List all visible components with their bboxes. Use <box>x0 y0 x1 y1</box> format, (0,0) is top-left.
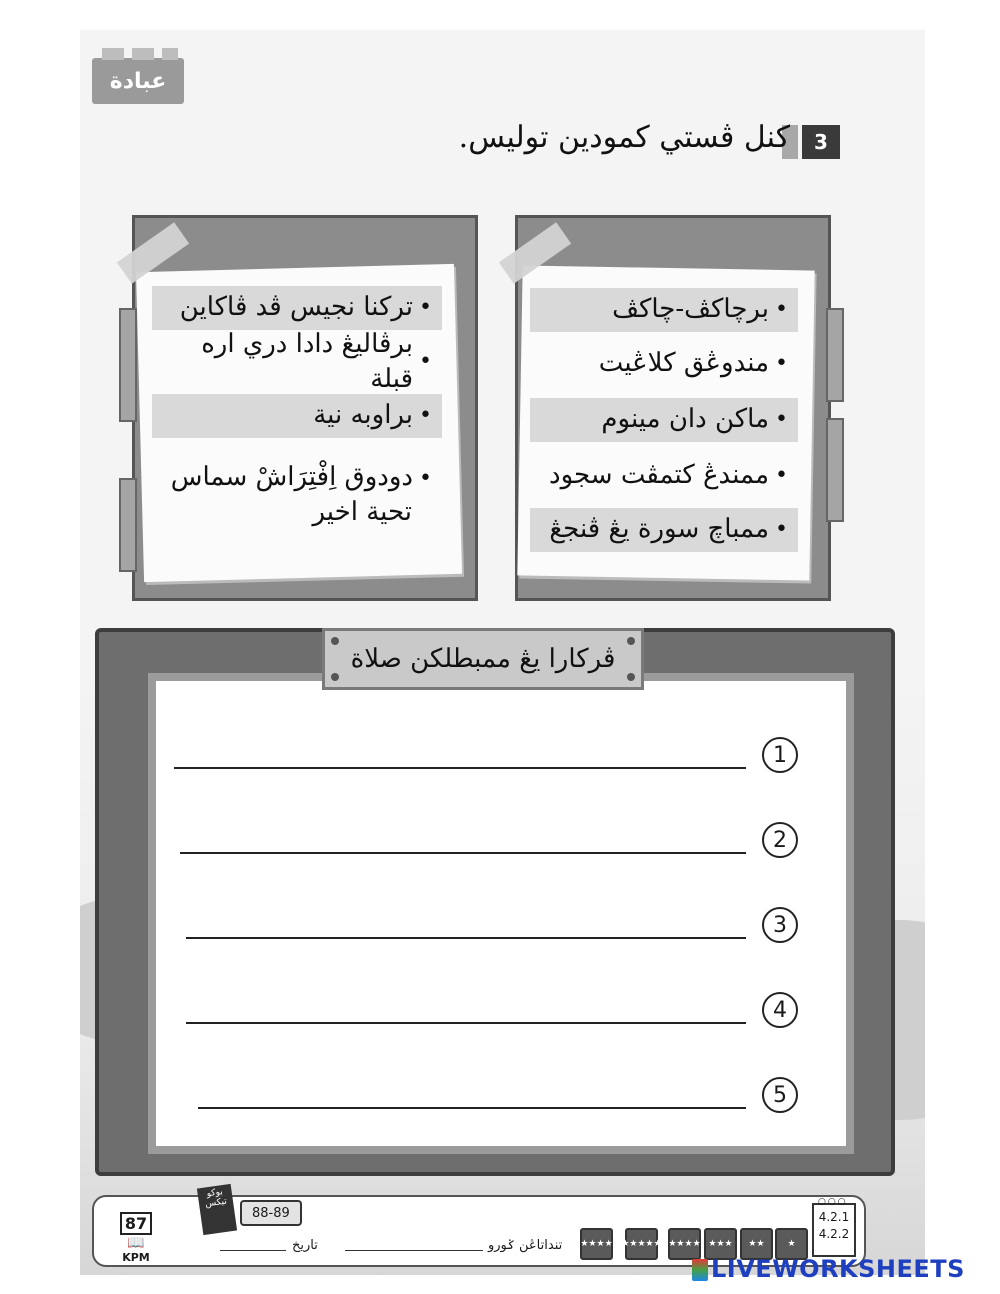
standard-code: 4.2.2 <box>818 1226 850 1241</box>
question-number-badge <box>802 125 840 159</box>
answer-line-2[interactable] <box>180 852 746 854</box>
star-level-3[interactable]: ★★★ <box>704 1228 737 1260</box>
subject-tag <box>92 58 184 104</box>
date-label: تاريخ <box>292 1238 318 1253</box>
brand-text: LIVEWORKSHEETS <box>711 1255 965 1283</box>
pages-reference: 88-89 <box>240 1200 302 1226</box>
teacher-signature-label: تنداتاڠن ݢورو <box>488 1238 563 1253</box>
star-level-1[interactable]: ★ <box>775 1228 808 1260</box>
star-level-2[interactable]: ★★ <box>740 1228 773 1260</box>
answer-row-5 <box>170 1075 810 1119</box>
answer-number-1: 1 <box>762 737 798 773</box>
list-item: • برڤاليڠ دادا دري اره قبلة <box>201 328 432 394</box>
subject-tag-label: عبادة <box>109 68 167 94</box>
list-item: • ممباچ سورة يڠ ڤنجڠ <box>530 508 798 552</box>
publisher: KPM <box>122 1251 150 1264</box>
list-item: • تركنا نجيس ڤد ڤاكاين <box>152 286 442 330</box>
answer-line-1[interactable] <box>174 767 746 769</box>
kpm-logo <box>112 1212 160 1264</box>
answer-title-sign <box>322 628 644 690</box>
star-level-5[interactable]: ★★★★★ <box>625 1228 658 1260</box>
list-item: • مندوڠق كلاڠيت <box>598 348 788 379</box>
list-item: • برچاكڤ-چاكڤ <box>530 288 798 332</box>
answer-row-1 <box>170 735 810 779</box>
answer-number-4: 4 <box>762 992 798 1028</box>
list-item: • ممندڠ كتمڤت سجود <box>549 460 788 491</box>
answer-number-5: 5 <box>762 1077 798 1113</box>
answer-number-2: 2 <box>762 822 798 858</box>
page-number: 87 <box>120 1212 152 1235</box>
star-level-6[interactable]: ★★★★★★ <box>580 1228 613 1260</box>
answer-row-3 <box>170 905 810 949</box>
standard-code: 4.2.1 <box>818 1210 850 1224</box>
answer-row-4 <box>170 990 810 1034</box>
liveworksheets-logo[interactable] <box>692 1255 965 1283</box>
list-item: • ماكن دان مينوم <box>530 398 798 442</box>
standards-card <box>812 1197 856 1257</box>
answer-line-5[interactable] <box>198 1107 746 1109</box>
list-item: • براوبه نية <box>152 394 442 438</box>
answer-line-4[interactable] <box>186 1022 746 1024</box>
notepad-rings-icon: ○○○ <box>818 1197 848 1207</box>
teacher-signature-line[interactable] <box>345 1250 483 1251</box>
open-book-icon: 📖 <box>127 1235 145 1251</box>
liveworksheets-icon <box>692 1259 708 1281</box>
textbook-icon: بوكو تيكس <box>197 1184 237 1235</box>
question-instruction: كنل ڤستي كمودين توليس. <box>458 120 790 155</box>
list-item: •دودوق اِفْتِرَاشْ سماس تحية اخير <box>170 462 432 528</box>
star-level-4[interactable]: ★★★★ <box>668 1228 701 1260</box>
answer-line-3[interactable] <box>186 937 746 939</box>
answer-row-2 <box>170 820 810 864</box>
question-number: 3 <box>814 130 828 154</box>
date-line[interactable] <box>220 1250 286 1251</box>
answer-number-3: 3 <box>762 907 798 943</box>
answer-title: ڤركارا يڠ ممبطلكن صلاة <box>350 644 616 674</box>
